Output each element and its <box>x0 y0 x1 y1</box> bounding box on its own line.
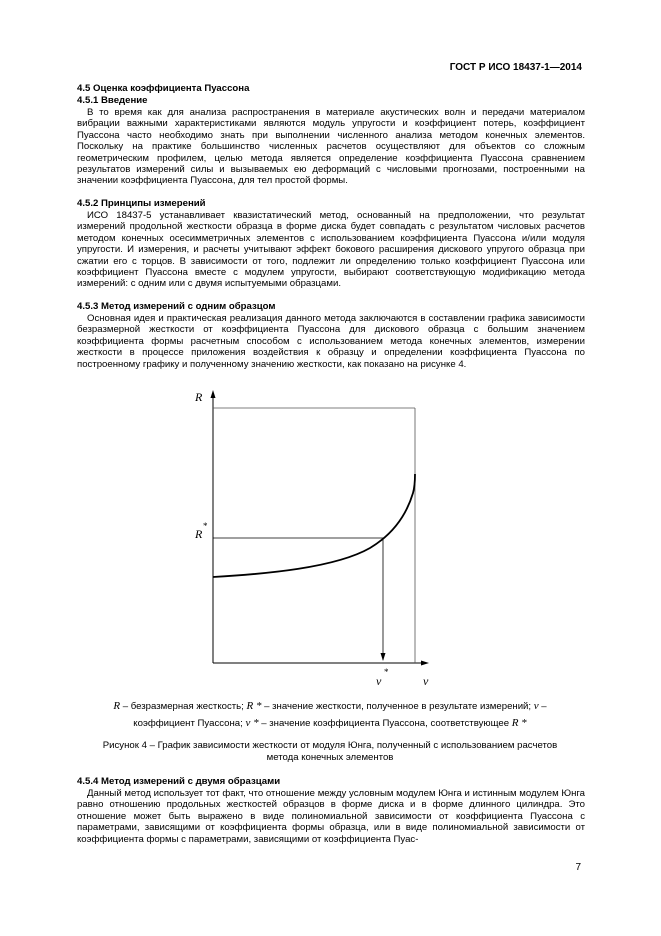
figure-4-graph <box>185 388 450 698</box>
nu-star-arrow <box>381 653 386 661</box>
section-4-5-2-text: ИСО 18437-5 устанавливает квазистатический метод, основанный на предположении, что результат измерений продольной жесткости образца в форме диска будет совпадать с результатом числовых расчетов методом конечных осесимметричных элементов с использованием коэффициента Пуассона и/или модуля упругости. И измерения, и расчеты учитывают эффект бокового расширения дискового упругого образца при сжатии его с торцов. В зависимости от того, подлежит ли определению только коэффициент Пуассона или коэффициент Пуассона вместе с модулем упругости, выбирают соответствующую модификацию метода измерений: с одним или с двумя испытуемыми образцами. <box>77 210 585 290</box>
legend-symbol-r-star-2: R * <box>511 717 527 729</box>
y-axis-arrow <box>211 390 216 398</box>
legend-text-5: – значение коэффициента Пуассона, соответствующее <box>258 718 512 729</box>
nu-star-asterisk: * <box>384 667 389 677</box>
page-number: 7 <box>575 862 581 873</box>
section-4-5-3-title: 4.5.3 Метод измерений с одним образцом <box>77 301 276 312</box>
nu-star-label: ν <box>376 674 382 688</box>
legend-symbol-nu-star: ν * <box>245 717 259 729</box>
legend-text-3: – <box>538 701 547 712</box>
section-4-5-4-title: 4.5.4 Метод измерений с двумя образцами <box>77 776 281 787</box>
legend-text-1: – безразмерная жесткость; <box>120 701 247 712</box>
stiffness-poisson-plot <box>185 388 450 698</box>
figure-caption <box>40 740 620 764</box>
x-axis-arrow <box>421 661 429 666</box>
section-4-5-4-text: Данный метод использует тот факт, что отношение между условным модулем Юнга и истинным модулем Юнга равно отношению продольных жесткостей образцов в форме диска и в форме длинного цилиндра. Это отношение может быть выражено в виде полиномиальной зависимости от коэффициента Пуассона с параметрами, зависящими от коэффициента формы образца, или в виде полиномиальной зависимости от коэффициента формы с параметрами, зависящими от коэффициента Пуас- <box>77 788 585 845</box>
section-4-5-2-title: 4.5.2 Принципы измерений <box>77 198 206 209</box>
y-axis-label: R <box>195 390 203 404</box>
stiffness-curve <box>213 474 415 577</box>
caption-line-1: Рисунок 4 – График зависимости жесткости от модуля Юнга, полученный с использованием расчетов <box>102 740 558 751</box>
legend-text-4: коэффициент Пуассона; <box>133 718 246 729</box>
r-star-asterisk: * <box>203 521 208 531</box>
standard-header: ГОСТ Р ИСО 18437-1—2014 <box>449 62 582 73</box>
legend-symbol-r-star: R * <box>246 700 262 712</box>
section-4-5-title: 4.5 Оценка коэффициента Пуассона <box>77 83 250 94</box>
x-axis-label: ν <box>423 674 429 688</box>
figure-legend <box>80 698 580 732</box>
caption-line-2: метода конечных элементов <box>266 752 394 763</box>
legend-symbol-r: R <box>113 700 121 712</box>
section-4-5-1-text: В то время как для анализа распространения в материале акустических волн и передачи материалом вибрации важными характеристиками являются модуль упругости и коэффициент потерь, коэффициент Пуассона часто необходимо знать при выполнении численного анализа методом конечных элементов. Поскольку на практике большинство численных расчетов осуществляют для объектов со сложным геометрическим профилем, целью метода является определение коэффициента Пуассона сравнением результатов измерений силы и вызываемых ею деформаций с числовыми прогнозами, построенными на значении коэффициента Пуассона, для тел простой формы. <box>77 107 585 187</box>
section-4-5-1-title: 4.5.1 Введение <box>77 95 148 106</box>
legend-text-2: – значение жесткости, полученное в результате измерений; <box>261 701 534 712</box>
legend-symbol-nu: ν <box>533 700 539 712</box>
section-4-5-3-text: Основная идея и практическая реализация данного метода заключаются в составлении графика зависимости безразмерной жесткости от коэффициента Пуассона для дискового образца с большим значением коэффициента формы расчетным способом с использованием метода конечных элементов, измерении жесткости в процессе приложения воздействия к образцу и определении коэффициента Пуассона по построенному графику и полученному значению жесткости, как показано на рисунке 4. <box>77 313 585 370</box>
r-star-label: R <box>195 527 203 541</box>
